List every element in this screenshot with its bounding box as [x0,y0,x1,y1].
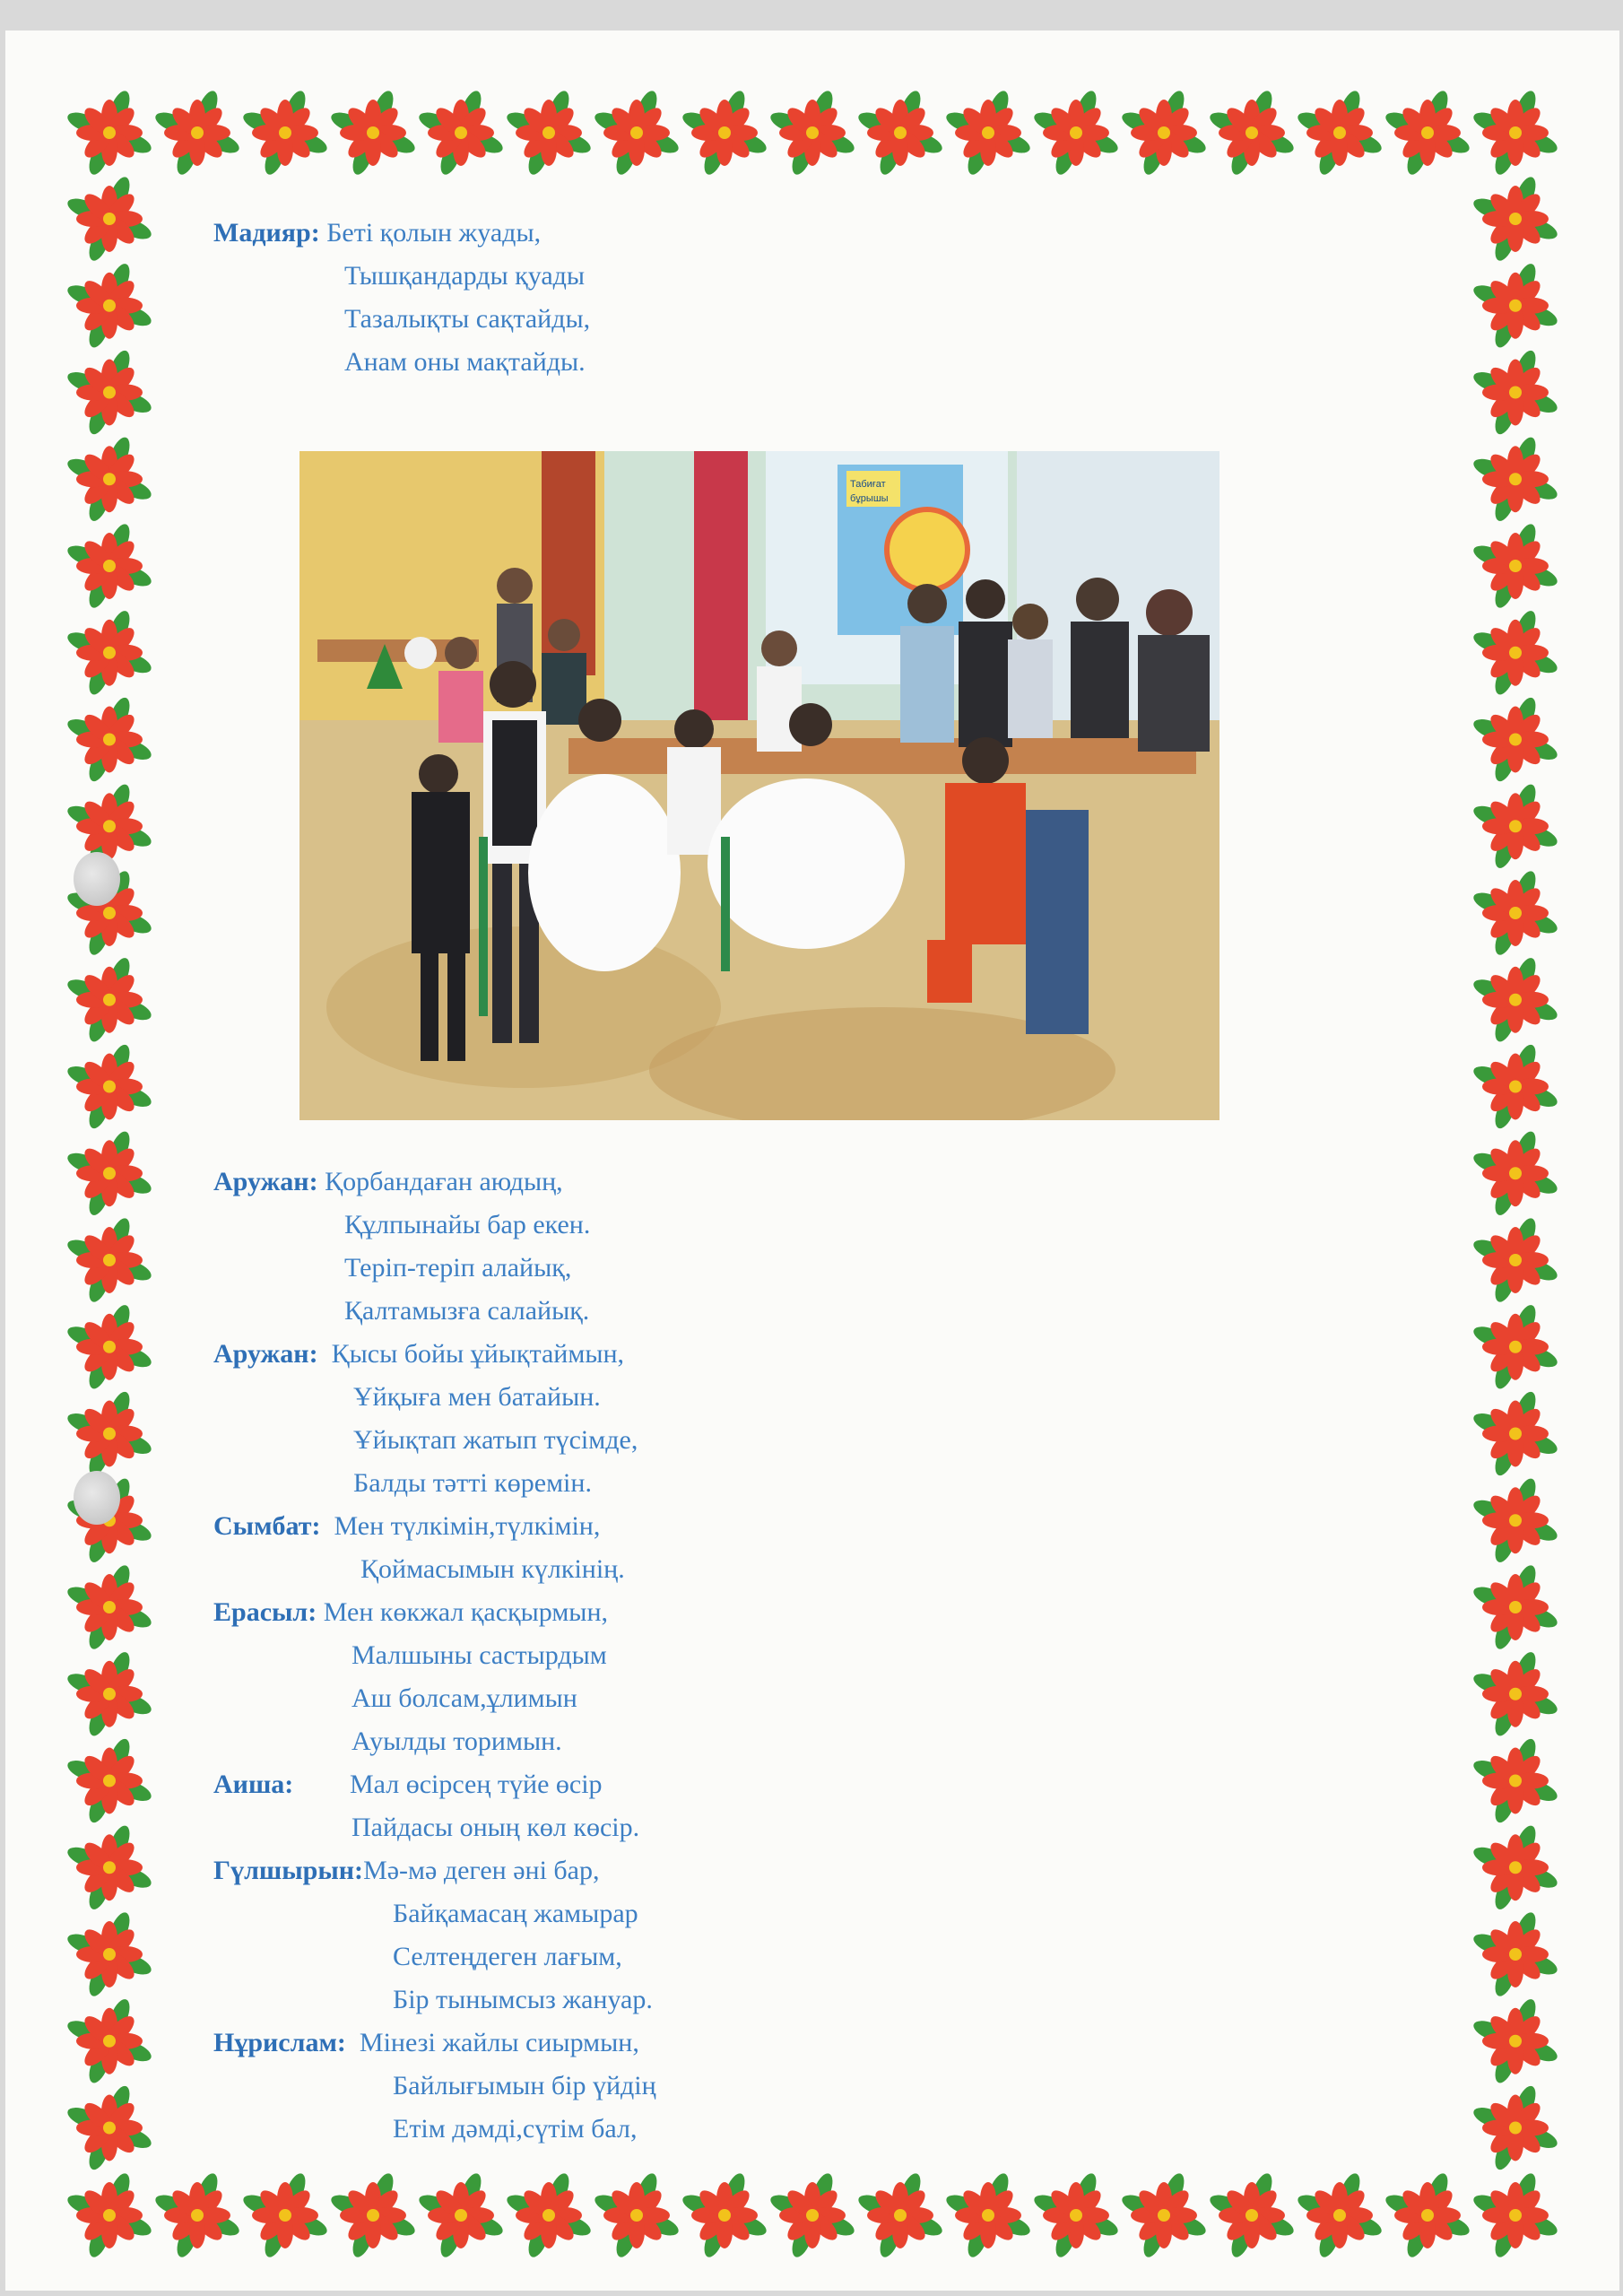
verse-line: Байлығымын бір үйдің [393,2071,656,2100]
verse-line: Ұйқыға мен батайын. [353,1382,601,1412]
speaker-name: Гүлшырын: [213,1856,364,1885]
speaker-name: Нұрислам: [213,2028,346,2057]
poster-subtitle: бұрышы [850,493,889,504]
verse-line: Тышқандарды қуады [344,261,586,291]
verse-line [213,1767,293,1803]
speaker-name: Аружан: [213,1339,318,1369]
poster-title: Табиғат [850,479,886,490]
speaker-name: Сымбат: [213,1511,321,1541]
verse-text: Қысы бойы ұйықтаймын, [331,1339,625,1369]
verse-line [213,1164,563,1200]
verse-line [213,1336,624,1372]
verse-text: Беті қолын жуады, [326,218,542,248]
verse-text: Қорбандаған аюдың, [325,1167,563,1196]
verse-line: Етім дәмді,сүтім бал, [393,2114,638,2144]
verse-line: Малшыны састырдым [352,1640,607,1670]
verse-line: Құлпынайы бар екен. [344,1210,591,1239]
speaker-name: Ерасыл: [213,1597,317,1627]
verse-line: Балды тәтті көремін. [353,1468,592,1498]
verse-text: Мә-мә деген әні бар, [363,1856,600,1885]
verse-line: Аш болсам,ұлимын [352,1683,577,1713]
verse-line [213,1509,600,1544]
verse-line: Пайдасы оның көл көсір. [352,1813,640,1842]
verse-line: Қоймасымын күлкінің. [360,1554,625,1584]
verse-line: Анам оны мақтайды. [344,347,586,377]
verse-text: Мен көкжал қасқырмын, [323,1597,609,1627]
verse-line: Бір тынымсыз жануар. [393,1985,653,2014]
verse-line [213,1853,600,1889]
verse-line: Қалтамызға салайық. [344,1296,590,1326]
verse-line [213,215,541,251]
verse-line: Селтеңдеген лағым, [393,1942,622,1971]
verse-line: Ұйықтап жатып түсімде, [353,1425,638,1455]
verse-line [213,1595,608,1631]
verse-line: Байқамасаң жамырар [393,1899,638,1928]
speaker-name: Аружан: [213,1167,318,1196]
verse-text: Мінезі жайлы сиырмын, [359,2028,639,2057]
speaker-name: Аиша: [213,1770,294,1799]
verse-line: Ауылды торимын. [352,1726,562,1756]
verse-line: Мал өсірсең түйе өсір [350,1770,603,1799]
verse-text: Мен түлкімін,түлкімін, [334,1511,601,1541]
speaker-name: Мадияр: [213,218,320,248]
verse-line: Теріп-теріп алайық, [344,1253,572,1283]
verse-line [213,2025,639,2061]
verse-line: Тазалықты сақтайды, [344,304,591,334]
